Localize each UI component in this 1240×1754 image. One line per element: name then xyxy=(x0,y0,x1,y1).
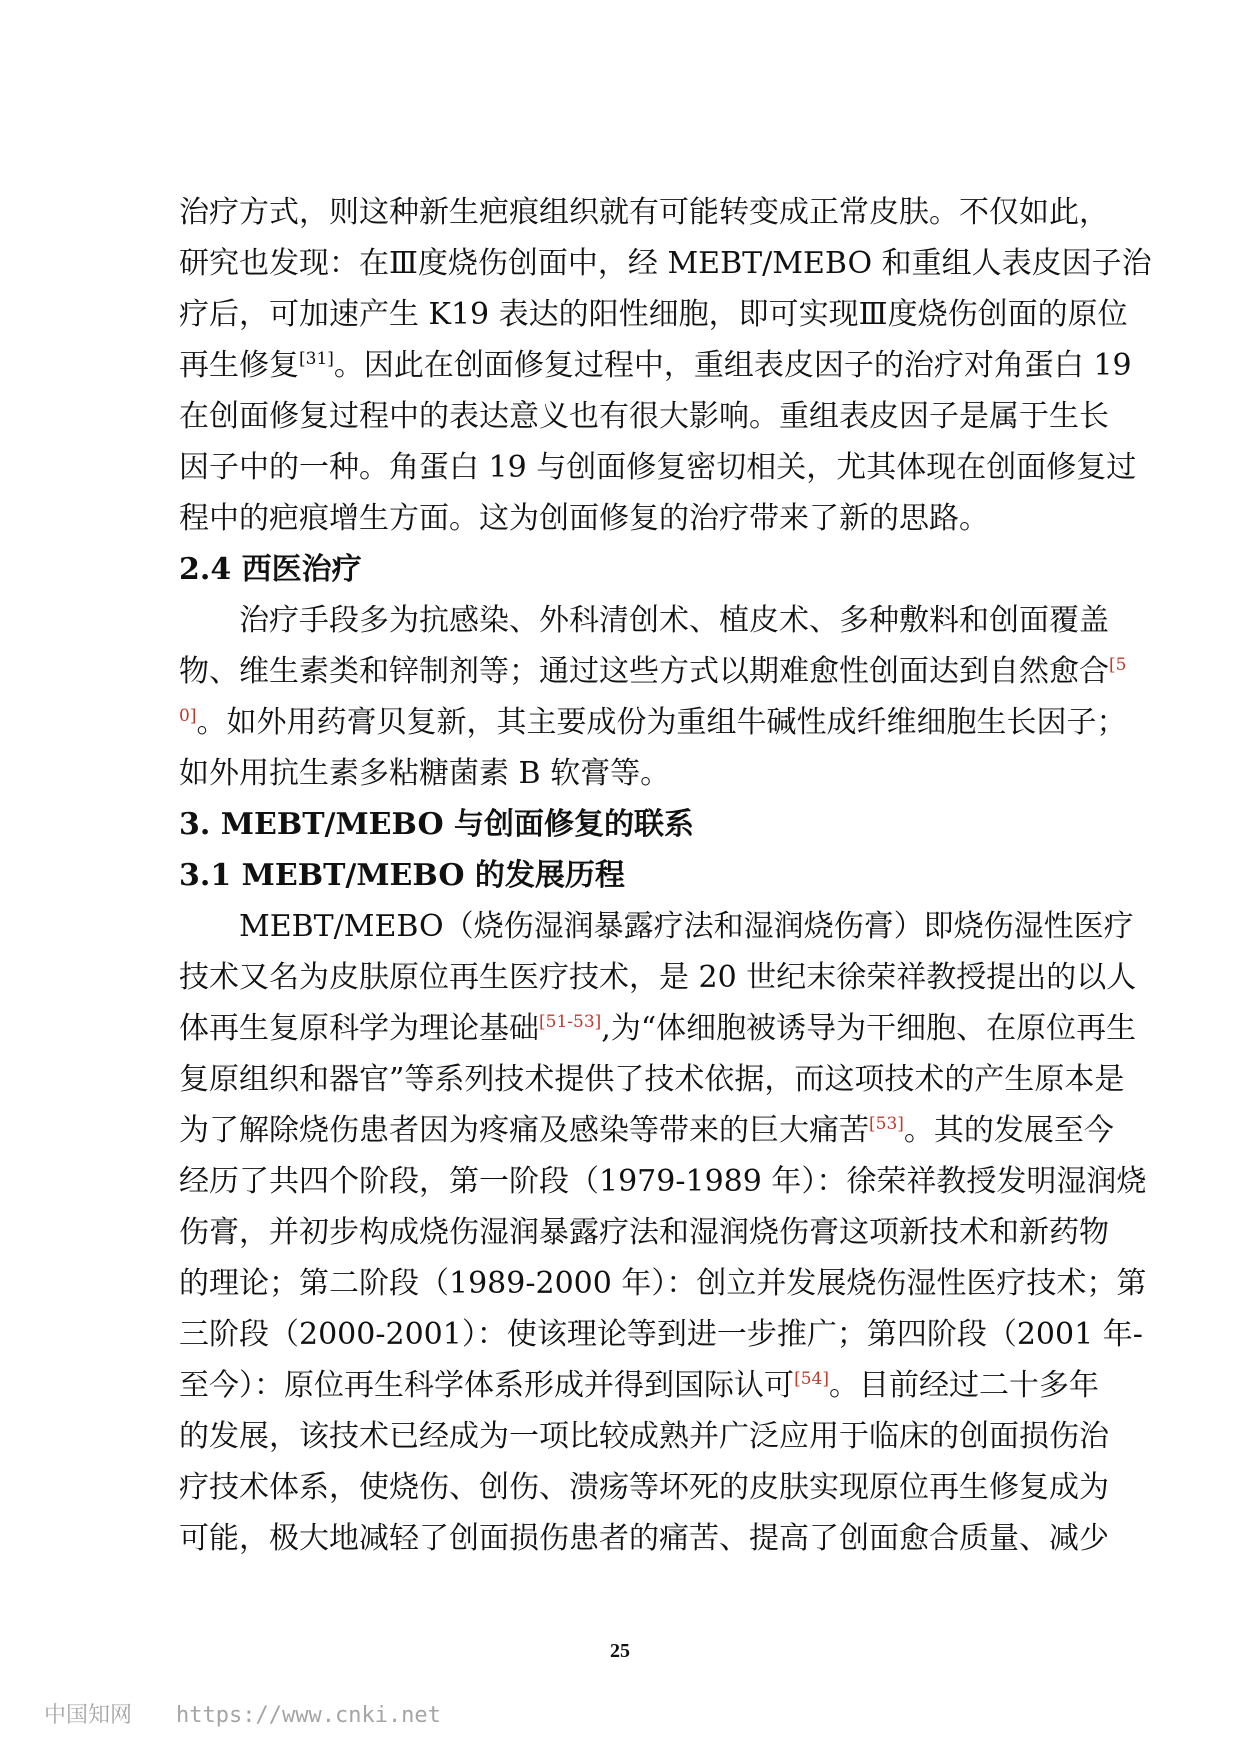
text-line: MEBT/MEBO（烧伤湿润暴露疗法和湿润烧伤膏）即烧伤湿性医疗 xyxy=(239,909,1134,944)
text-line xyxy=(179,646,1127,697)
text-line xyxy=(179,1105,1114,1156)
text-line xyxy=(179,697,1127,748)
section-heading-3-1: 3.1 MEBT/MEBO 的发展历程 xyxy=(179,858,625,893)
citation-link[interactable]: [5 xyxy=(1109,655,1127,675)
text-segment: 。其的发展至今 xyxy=(903,1113,1114,1148)
text-line: 在创面修复过程中的表达意义也有很大影响。重组表皮因子是属于生长 xyxy=(179,399,1109,434)
text-segment: ,为“体细胞被诱导为干细胞、在原位再生 xyxy=(601,1011,1137,1046)
footer-url[interactable]: https://www.cnki.net xyxy=(176,1703,441,1728)
body-text xyxy=(179,187,1152,1564)
text-line: 可能，极大地减轻了创面损伤患者的痛苦、提高了创面愈合质量、减少 xyxy=(179,1521,1109,1556)
citation-ref: [31] xyxy=(299,349,334,369)
section-heading-3: 3. MEBT/MEBO 与创面修复的联系 xyxy=(179,807,695,842)
text-segment: 。目前经过二十多年 xyxy=(828,1368,1100,1403)
text-line: 三阶段（2000-2001）：使该理论等到进一步推广；第四阶段（2001 年- xyxy=(179,1317,1143,1352)
text-segment: 再生修复 xyxy=(179,348,299,383)
footer-source: 中国知网 xyxy=(44,1703,133,1728)
footer-watermark xyxy=(44,1698,441,1729)
text-line xyxy=(179,1003,1137,1054)
text-line: 经历了共四个阶段，第一阶段（1979-1989 年）：徐荣祥教授发明湿润烧 xyxy=(179,1164,1147,1199)
text-segment: 。如外用药膏贝复新，其主要成份为重组牛碱性成纤维细胞生长因子； xyxy=(196,705,1127,740)
text-line: 疗技术体系，使烧伤、创伤、溃疡等坏死的皮肤实现原位再生修复成为 xyxy=(179,1470,1109,1505)
text-line xyxy=(179,340,1132,391)
text-segment: 体再生复原科学为理论基础 xyxy=(179,1011,539,1046)
text-line: 研究也发现：在Ⅲ度烧伤创面中，经 MEBT/MEBO 和重组人表皮因子治 xyxy=(179,246,1152,281)
text-line: 技术又名为皮肤原位再生医疗技术，是 20 世纪末徐荣祥教授提出的以人 xyxy=(179,960,1137,995)
text-line: 如外用抗生素多粘糖菌素 B 软膏等。 xyxy=(179,756,671,791)
citation-link[interactable]: [54] xyxy=(794,1369,829,1389)
text-line xyxy=(179,1360,1099,1411)
citation-link[interactable]: 0] xyxy=(179,706,197,726)
text-segment: 物、维生素类和锌制剂等；通过这些方式以期难愈性创面达到自然愈合 xyxy=(179,654,1109,689)
text-line: 复原组织和器官”等系列技术提供了技术依据，而这项技术的产生原本是 xyxy=(179,1062,1125,1097)
text-line: 因子中的一种。角蛋白 19 与创面修复密切相关，尤其体现在创面修复过 xyxy=(179,450,1137,485)
text-line: 治疗方式，则这种新生疤痕组织就有可能转变成正常皮肤。不仅如此， xyxy=(179,195,1109,230)
text-line: 疗后，可加速产生 K19 表达的阳性细胞，即可实现Ⅲ度烧伤创面的原位 xyxy=(179,297,1128,332)
text-segment: 。因此在创面修复过程中，重组表皮因子的治疗对角蛋白 19 xyxy=(333,348,1132,383)
page-number: 25 xyxy=(610,1640,630,1662)
text-line: 治疗手段多为抗感染、外科清创术、植皮术、多种敷料和创面覆盖 xyxy=(239,603,1109,638)
text-segment: 至今）：原位再生科学体系形成并得到国际认可 xyxy=(179,1368,795,1403)
text-segment: 为了解除烧伤患者因为疼痛及感染等带来的巨大痛苦 xyxy=(179,1113,869,1148)
text-line: 的发展，该技术已经成为一项比较成熟并广泛应用于临床的创面损伤治 xyxy=(179,1419,1109,1454)
text-line: 伤膏，并初步构成烧伤湿润暴露疗法和湿润烧伤膏这项新技术和新药物 xyxy=(179,1215,1109,1250)
citation-link[interactable]: [51-53] xyxy=(539,1012,602,1032)
section-heading-2-4: 2.4 西医治疗 xyxy=(179,552,362,587)
text-line: 程中的疤痕增生方面。这为创面修复的治疗带来了新的思路。 xyxy=(179,501,989,536)
citation-link[interactable]: [53] xyxy=(869,1114,904,1134)
text-line: 的理论；第二阶段（1989-2000 年）：创立并发展烧伤湿性医疗技术；第 xyxy=(179,1266,1147,1301)
